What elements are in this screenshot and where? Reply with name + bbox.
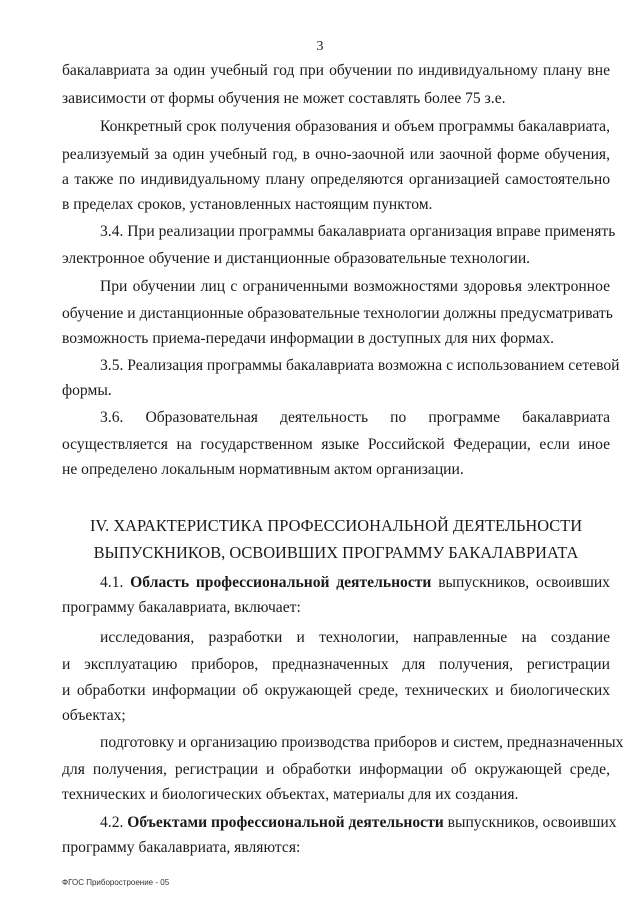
text-line: исследования, разработки и технологии, направленные на создание (100, 629, 610, 646)
text-line: электронное обучение и дистанционные образовательные технологии. (62, 250, 531, 267)
text-fragment: выпускников, освоивших (438, 574, 610, 591)
text-line (100, 813, 617, 833)
text-line: а также по индивидуальному плану определяются организацией самостоятельно (62, 171, 610, 188)
text-line: для получения, регистрации и обработки информации об окружающей среде, (62, 761, 610, 778)
text-line: подготовку и организацию производства приборов и систем, предназначенных (100, 734, 624, 751)
text-line: в пределах сроков, установленных настоящим пунктом. (62, 196, 433, 213)
text-line: объектах; (62, 707, 126, 724)
footer-text: ФГОС Приборостроение - 05 (62, 878, 170, 887)
text-line: формы. (62, 382, 112, 399)
text-line: зависимости от формы обучения не может составлять более 75 з.е. (62, 90, 506, 107)
page-number: 3 (316, 39, 324, 54)
text-line: бакалавриата за один учебный год при обучении по индивидуальному плану вне (62, 62, 610, 79)
text-line: Конкретный срок получения образования и объем программы бакалавриата, (100, 118, 610, 135)
text-line (100, 573, 610, 593)
bold-term: Область профессиональной деятельности (130, 574, 432, 591)
text-line: реализуемый за один учебный год, в очно-заочной или заочной форме обучения, (62, 146, 610, 163)
text-line: обучение и дистанционные образовательные технологии должны предусматривать (62, 305, 613, 322)
text-line: программу бакалавриата, являются: (62, 839, 301, 856)
text-line: не определено локальным нормативным актом организации. (62, 461, 464, 478)
text-line: осуществляется на государственном языке Российской Федерации, если иное (62, 436, 610, 453)
clause-number: 4.1. (100, 574, 124, 591)
text-line: 3.6. Образовательная деятельность по программе бакалавриата (100, 409, 610, 426)
text-line: возможность приема-передачи информации в доступных для них формах. (62, 330, 555, 347)
text-line: 3.5. Реализация программы бакалавриата возможна с использованием сетевой (100, 357, 620, 374)
text-line: При обучении лиц с ограниченными возможностями здоровья электронное (100, 278, 610, 295)
text-line: программу бакалавриата, включает: (62, 599, 301, 616)
text-line: и обработки информации об окружающей среде, технических и биологических (62, 682, 610, 699)
text-line: технических и биологических объектах, материалы для их создания. (62, 786, 519, 803)
section-heading: ВЫПУСКНИКОВ, ОСВОИВШИХ ПРОГРАММУ БАКАЛАВРИАТА (93, 543, 579, 562)
clause-number: 4.2. (100, 814, 124, 831)
text-line: и эксплуатацию приборов, предназначенных для получения, регистрации (62, 656, 610, 673)
text-fragment: выпускников, освоивших (447, 814, 617, 831)
text-line: 3.4. При реализации программы бакалавриата организация вправе применять (100, 223, 616, 240)
section-heading: IV. ХАРАКТЕРИСТИКА ПРОФЕССИОНАЛЬНОЙ ДЕЯТЕЛЬНОСТИ (89, 516, 583, 535)
bold-term: Объектами профессиональной деятельности (127, 814, 444, 831)
